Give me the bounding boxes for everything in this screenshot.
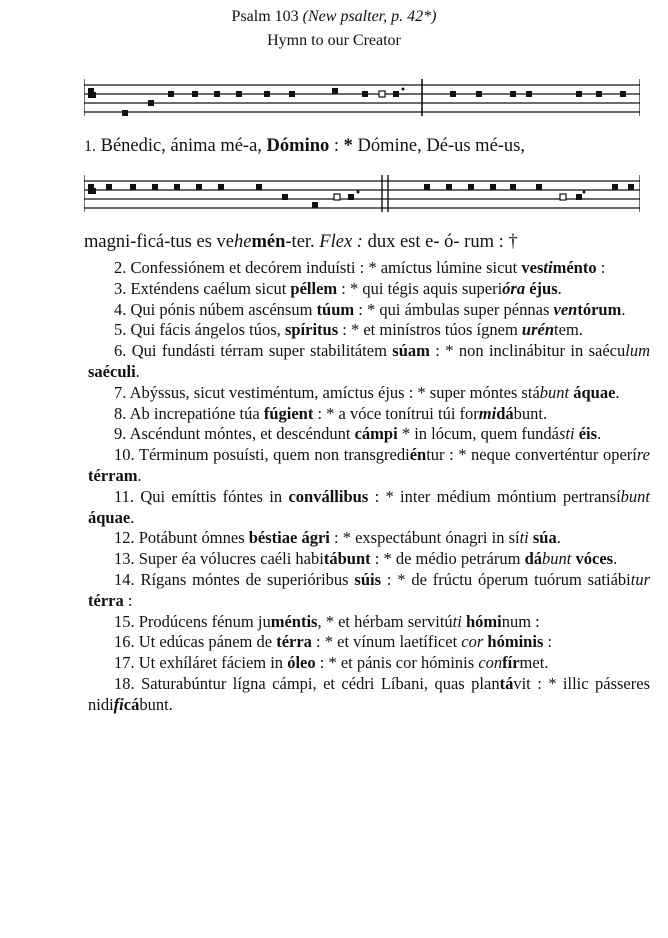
verse-text: fi xyxy=(113,694,124,714)
psalm-verse xyxy=(88,549,650,570)
verse-text: . xyxy=(613,549,618,569)
verse-text: : * exspectábunt ónagri in sí xyxy=(329,528,520,548)
verse-number: 5. xyxy=(114,320,131,340)
verse-number: 18. xyxy=(114,673,142,693)
verse-text: hómi xyxy=(465,611,502,631)
verse-text: térra xyxy=(88,590,124,610)
psalm-verse xyxy=(88,300,650,321)
verse-text: éis xyxy=(578,424,598,444)
psalm-verse xyxy=(88,445,650,487)
verse-text: Super éa vólucres caéli habi xyxy=(138,549,324,569)
verse-text: fír xyxy=(502,653,520,673)
verse-text: . xyxy=(621,299,626,319)
verse-text: . xyxy=(130,507,135,527)
verse-text: óleo xyxy=(287,653,316,673)
verse-text: ti xyxy=(452,611,462,631)
verse-text: bunt xyxy=(539,382,570,402)
verse-text: : xyxy=(123,590,133,610)
verse-number: 10. xyxy=(114,445,139,465)
verse-text: ágri xyxy=(301,528,330,548)
verse-number: 17. xyxy=(114,653,139,673)
verse-number: 9. xyxy=(114,424,130,444)
verse-text: convállibus xyxy=(288,486,369,506)
verse-text: bunt. xyxy=(139,694,173,714)
verse-text: Saturabúntur lígna cámpi, et cédri Líbani, quas plan xyxy=(141,673,500,693)
psalm-verse xyxy=(88,404,650,425)
verse-text: méntis xyxy=(270,611,318,631)
verse-text: . xyxy=(615,382,620,402)
psalm-verse xyxy=(88,383,650,404)
verse-text: dá xyxy=(496,403,514,423)
verse-text: mi xyxy=(478,403,497,423)
verse-text: áquae xyxy=(88,507,131,527)
verse-text: Ut exhíláret fáciem in xyxy=(138,653,288,673)
verse-text: óra xyxy=(502,278,526,298)
verse-text: : * qui ámbulas super pénnas xyxy=(354,299,554,319)
verse-text: éjus xyxy=(529,278,558,298)
psalm-verse xyxy=(88,612,650,633)
verse-number: 11. xyxy=(114,486,141,506)
psalm-verses xyxy=(88,258,650,716)
psalm-verse xyxy=(88,320,650,341)
verse-text: súis xyxy=(354,569,382,589)
chant-neumes-2 xyxy=(88,184,634,208)
verse-text: térra xyxy=(276,632,312,652)
flex-marker: Flex : xyxy=(319,232,363,252)
verse-number-1: 1. xyxy=(84,138,96,155)
verse-number: 14. xyxy=(114,569,141,589)
verse-text: ménto xyxy=(552,258,597,277)
chant-staff-1 xyxy=(84,76,640,122)
verse-text: tur : * neque converténtur operí xyxy=(426,445,637,465)
verse-text: met. xyxy=(519,653,549,673)
verse-text: térram xyxy=(88,465,138,485)
verse-text: : * a vóce tonítrui túi for xyxy=(313,403,479,423)
verse-number: 13. xyxy=(114,549,139,569)
psalm-verse xyxy=(88,424,650,445)
verse-number: 15. xyxy=(114,611,139,631)
verse-text: tem. xyxy=(554,320,583,340)
psalm-verse xyxy=(88,279,650,300)
verse-text: Qui fundásti térram super stabilitátem xyxy=(131,341,393,361)
verse-text: lum xyxy=(625,341,650,361)
verse-text: bunt. xyxy=(513,403,548,423)
psalm-title xyxy=(0,8,668,26)
verse-text: urén xyxy=(521,320,555,340)
verse-text: hóminis xyxy=(487,632,544,652)
verse-text: Ab increpatióne túa xyxy=(129,403,264,423)
verse-text: áquae xyxy=(573,382,616,402)
verse-text: : * inter médium móntium pertransí xyxy=(368,486,621,506)
verse-text: : * de médio petrárum xyxy=(370,549,525,569)
verse-text: Potábunt ómnes xyxy=(138,528,249,548)
verse-number: 3. xyxy=(114,278,131,298)
verse-text: cámpi xyxy=(354,424,398,444)
verse-text: Términum posuísti, quem non transgredi xyxy=(138,445,410,465)
verse-text: . xyxy=(137,465,142,485)
psalm-verse xyxy=(88,674,650,716)
verse-text: con xyxy=(478,653,503,673)
verse-text: én xyxy=(409,445,427,465)
verse-number: 4. xyxy=(114,299,131,319)
verse-text: : * de frúctu óperum tuórum satiábi xyxy=(381,569,631,589)
verse-text: , * et hérbam servitú xyxy=(317,611,453,631)
verse-text: tá xyxy=(499,673,514,693)
verse-text: * in lócum, quem fundá xyxy=(397,424,559,444)
psalm-verse xyxy=(88,258,650,279)
verse-text: súam xyxy=(392,341,430,361)
verse-text: cá xyxy=(123,694,140,714)
verse-text: : * et minístros túos ígnem xyxy=(338,320,522,340)
verse-text: ti xyxy=(519,528,529,548)
verse-text: Ascéndunt móntes, et descéndunt xyxy=(129,424,355,444)
verse-text: béstiae xyxy=(248,528,298,548)
psalm-number: Psalm 103 xyxy=(231,8,299,25)
verse-text: saéculi xyxy=(88,361,136,381)
verse-text: péllem xyxy=(290,278,338,298)
verse-text: bunt xyxy=(620,486,650,506)
verse-text: Rígans móntes de superióribus xyxy=(140,569,355,589)
verse-text: vóces xyxy=(575,549,614,569)
verse-text: vit : * illic pásseres nidi xyxy=(88,673,650,714)
verse-text: sti xyxy=(559,424,575,444)
verse-text: . xyxy=(135,361,140,381)
verse-text: tórum xyxy=(577,299,622,319)
verse-text: dá xyxy=(524,549,543,569)
chant-staff-2 xyxy=(84,172,640,218)
verse-text: : * et vínum laetíficet xyxy=(311,632,462,652)
verse-text: Abýssus, sicut vestiméntum, amíctus éjus : * super móntes stá xyxy=(129,382,540,402)
verse-text: Qui fácis ángelos túos, xyxy=(130,320,285,340)
verse-text: . xyxy=(557,278,562,298)
verse-text: tábunt xyxy=(323,549,371,569)
verse-text: ves xyxy=(521,258,544,277)
verse-text: Exténdens caélum sicut xyxy=(130,278,291,298)
psalm-verse xyxy=(88,487,650,529)
psalm-verse xyxy=(88,341,650,383)
verse-number: 16. xyxy=(114,632,139,652)
verse-number: 2. xyxy=(114,258,131,277)
verse-text: Confessiónem et decórem induísti : * amíctus lúmine sicut xyxy=(130,258,522,277)
verse-text: : * et pánis cor hóminis xyxy=(315,653,479,673)
verse-text: : * qui tégis aquis superi xyxy=(337,278,503,298)
verse-text: cor xyxy=(461,632,484,652)
verse-number: 12. xyxy=(114,528,139,548)
verse-text: num : xyxy=(501,611,540,631)
verse-text: ven xyxy=(553,299,578,319)
verse-text: súa xyxy=(532,528,557,548)
verse-number: 6. xyxy=(114,341,132,361)
verse-text: tur xyxy=(630,569,650,589)
psalm-verse xyxy=(88,632,650,653)
verse-text: : xyxy=(596,258,606,277)
verse-text: túum xyxy=(316,299,355,319)
psalm-verse xyxy=(88,528,650,549)
chant-lyric-1: 1. Bénedic, ánima mé-a, Dómino : * Dómine, Dé-us mé-us, xyxy=(84,136,526,156)
verse-text: Prodúcens fénum ju xyxy=(138,611,271,631)
verse-text: . xyxy=(556,528,561,548)
verse-text: Ut edúcas pánem de xyxy=(138,632,277,652)
verse-number: 7. xyxy=(114,382,130,402)
verse-text: Qui pónis núbem ascénsum xyxy=(130,299,317,319)
verse-text: Qui emíttis fóntes in xyxy=(140,486,289,506)
verse-text: . xyxy=(597,424,602,444)
psalm-verse xyxy=(88,653,650,674)
verse-text: bunt xyxy=(542,549,572,569)
psalm-subtitle: Hymn to our Creator xyxy=(267,32,401,49)
verse-number: 8. xyxy=(114,403,130,423)
psalter-reference: (New psalter, p. 42*) xyxy=(302,8,437,25)
verse-text: : xyxy=(543,632,553,652)
verse-text: fúgient xyxy=(263,403,314,423)
verse-text: ti xyxy=(543,258,553,277)
verse-text: re xyxy=(636,445,651,465)
psalm-verse xyxy=(88,570,650,612)
chant-lyric-2: magni-ficá-tus es vehemén-ter. Flex : dux est e- ó- rum : † xyxy=(84,232,518,252)
verse-text: : * non inclinábitur in saécu xyxy=(429,341,626,361)
verse-text: spíritus xyxy=(284,320,339,340)
